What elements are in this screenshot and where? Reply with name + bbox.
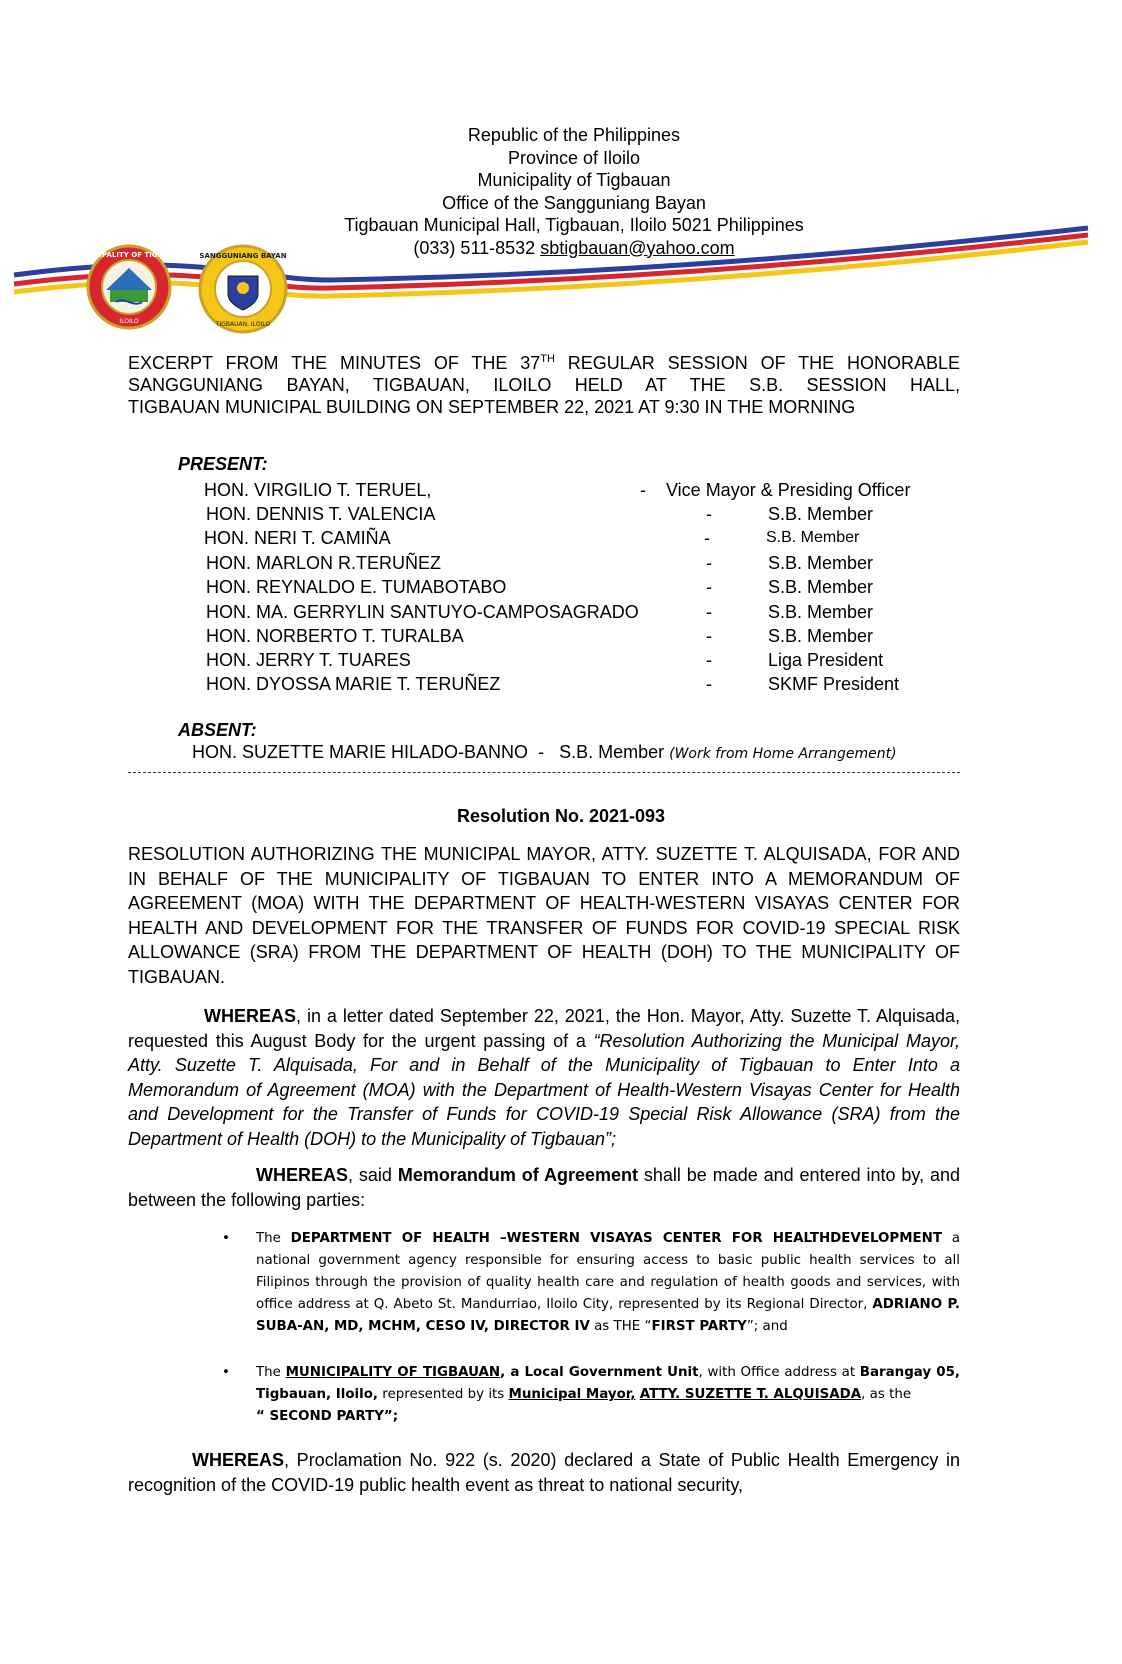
second-party-mayor-name: ATTY. SUZETTE T. ALQUISADA — [639, 1387, 862, 1402]
whereas-2-text-b: shall be made and entered into by, and between the following parties: — [128, 1165, 961, 1210]
municipality-seal-icon — [73, 244, 185, 330]
excerpt-line-2: SANGGUNIANG BAYAN, TIGBAUAN, ILOILO HELD AT THE S.B. SESSION HALL, — [128, 375, 960, 395]
present-member-dash: - — [706, 577, 712, 597]
first-party-text-1: The — [256, 1231, 291, 1246]
first-party-agency: DEPARTMENT OF HEALTH –WESTERN VISAYAS CENTER FOR HEALTHDEVELOPMENT — [290, 1231, 943, 1246]
letterhead-phone: (033) 511-8532 — [413, 237, 536, 258]
second-party-lgu: , a Local Government Unit — [500, 1365, 699, 1380]
present-member-row — [204, 478, 964, 502]
whereas-1-quoted-title: “Resolution Authorizing the Municipal Mayor, Atty. Suzette T. Alquisada, For and in Behalf of the Municipality of Tigbauan to Enter Into a Memorandum of Agreement (MOA) with the Department of Health-Western Visayas Center for Health and Development for the Transfer of Funds for COVID-19 Special Risk Allowance (SRA) from the Department of Health (DOH) to the Municipality of Tigbauan”; — [128, 1030, 960, 1149]
whereas-paragraph-1 — [128, 1004, 960, 1151]
excerpt-line-3: TIGBAUAN MUNICIPAL BUILDING ON SEPTEMBER 22, 2021 AT 9:30 IN THE MORNING — [128, 397, 856, 417]
minutes-excerpt-heading — [128, 348, 960, 418]
letterhead-office: Office of the Sangguniang Bayan — [442, 192, 706, 213]
first-party-text-3: as THE “ — [589, 1319, 652, 1334]
present-member-dash: - — [706, 504, 712, 524]
present-member-dash: - — [706, 626, 712, 646]
letterhead-country: Republic of the Philippines — [467, 125, 681, 145]
resolution-number: Resolution No. 2021-093 — [456, 806, 666, 826]
second-party-mayor-title: Municipal Mayor, — [508, 1387, 636, 1402]
second-party-address: Barangay 05, Tigbauan, Iloilo, — [256, 1365, 960, 1402]
whereas-2-lead: WHEREAS — [256, 1165, 349, 1185]
present-member-dash: - — [706, 602, 712, 622]
present-member-position: S.B. Member — [768, 602, 874, 622]
present-member-position: S.B. Member — [766, 529, 860, 546]
present-member-dash: - — [706, 650, 712, 670]
whereas-2-text-a: , said — [348, 1165, 398, 1185]
present-label: PRESENT: — [178, 454, 268, 474]
letterhead-province: Province of Iloilo — [507, 147, 641, 168]
present-member-name: HON. MARLON R.TERUÑEZ — [206, 553, 442, 573]
whereas-3-text: , Proclamation No. 922 (s. 2020) declared a State of Public Health Emergency in recognition of the COVID-19 public health event as threat to national security, — [128, 1450, 960, 1495]
second-party-text-3: represented by its — [382, 1387, 509, 1402]
present-member-dash: - — [706, 553, 712, 573]
first-party-bullet: • — [222, 1231, 230, 1246]
absent-member-name: HON. SUZETTE MARIE HILADO-BANNO — [192, 742, 529, 762]
present-member-row — [206, 551, 966, 575]
present-member-position: S.B. Member — [768, 626, 874, 646]
whereas-3-lead: WHEREAS — [192, 1450, 285, 1470]
resolution-title: RESOLUTION AUTHORIZING THE MUNICIPAL MAYOR, ATTY. SUZETTE T. ALQUISADA, FOR AND IN BEHALF OF THE MUNICIPALITY OF TIGBAUAN TO ENTER INTO A MEMORANDUM OF AGREEMENT (MOA) WITH THE DEPARTMENT OF HEALTH-WESTERN VISAYAS CENTER FOR HEALTH AND DEVELOPMENT FOR THE TRANSFER OF FUNDS FOR COVID-19 SPECIAL RISK ALLOWANCE (SRA) FROM THE DEPARTMENT OF HEALTH (DOH) TO THE MUNICIPALITY OF TIGBAUAN. — [128, 844, 960, 987]
second-party-designation: “ SECOND PARTY”; — [256, 1409, 399, 1424]
sangguniang-bayan-seal-icon — [198, 244, 288, 334]
present-member-dash: - — [640, 480, 646, 500]
letterhead-municipality: Municipality of Tigbauan — [477, 170, 671, 190]
present-member-name: HON. JERRY T. TUARES — [206, 650, 411, 670]
section-divider — [128, 772, 960, 773]
whereas-2-moa: Memorandum of Agreement — [397, 1165, 638, 1185]
present-member-name: HON. MA. GERRYLIN SANTUYO-CAMPOSAGRADO — [206, 602, 639, 622]
second-party-text-1: The — [256, 1365, 286, 1380]
excerpt-ordinal-suffix: TH — [540, 353, 555, 365]
second-party-bullet: • — [222, 1365, 230, 1380]
second-party-municipality: MUNICIPALITY OF TIGBAUAN — [285, 1365, 501, 1380]
present-member-position: SKMF President — [768, 674, 900, 694]
absent-label: ABSENT: — [178, 720, 257, 740]
present-member-row — [206, 648, 966, 672]
present-member-row — [204, 526, 964, 550]
first-party-item — [222, 1228, 960, 1338]
letterhead-email[interactable]: sbtigbauan@yahoo.com — [540, 237, 735, 258]
present-member-position: S.B. Member — [768, 577, 874, 597]
absent-member-position: S.B. Member — [559, 742, 665, 762]
present-member-dash: - — [704, 528, 710, 548]
sangguniang-seal-ring-text: SANGGUNIANG BAYAN — [199, 252, 287, 260]
absent-member-row — [192, 742, 897, 763]
whereas-paragraph-3 — [128, 1448, 960, 1497]
excerpt-line-1a: EXCERPT FROM THE MINUTES OF THE 37 — [128, 353, 541, 373]
present-member-row — [206, 600, 966, 624]
present-member-name: HON. DYOSSA MARIE T. TERUÑEZ — [206, 674, 501, 694]
present-member-position: Vice Mayor & Presiding Officer — [666, 480, 911, 500]
present-member-row — [206, 672, 966, 696]
present-member-name: HON. VIRGILIO T. TERUEL, — [204, 480, 432, 500]
whereas-1-lead: WHEREAS — [204, 1006, 297, 1026]
present-member-position: Liga President — [768, 650, 884, 670]
present-member-dash: - — [706, 674, 712, 694]
present-member-name: HON. DENNIS T. VALENCIA — [206, 504, 436, 524]
present-member-row — [206, 575, 966, 599]
first-party-designation: FIRST PARTY — [651, 1319, 747, 1334]
excerpt-line-1 — [128, 348, 960, 374]
excerpt-line-1b: REGULAR SESSION OF THE HONORABLE — [554, 353, 960, 373]
municipality-seal-bottom-text: ILOILO — [119, 318, 139, 325]
present-member-row — [206, 624, 966, 648]
whereas-paragraph-2 — [128, 1163, 960, 1212]
present-member-name: HON. NERI T. CAMIÑA — [204, 528, 391, 548]
present-member-position: S.B. Member — [768, 553, 874, 573]
first-party-text-2: a national government agency responsible for ensuring access to basic public health services to all Filipinos through the provision of quality health care and regulation of health goods and services, with office address at Q. Abeto St. Mandurriao, Iloilo City, represented by its Regional Director, — [256, 1231, 960, 1312]
letterhead-address: Tigbauan Municipal Hall, Tigbauan, Iloilo 5021 Philippines — [344, 215, 804, 235]
whereas-1-text: , in a letter dated September 22, 2021, the Hon. Mayor, Atty. Suzette T. Alquisada, requested this August Body for the urgent passing of a — [128, 1006, 960, 1051]
absent-member-dash: - — [538, 742, 545, 762]
second-party-text-2: , with Office address at — [698, 1365, 860, 1380]
first-party-text-4: ”; and — [746, 1319, 788, 1334]
second-party-text-5: , as the — [861, 1387, 912, 1402]
present-member-position: S.B. Member — [768, 504, 874, 524]
sangguniang-seal-bottom-text: TIGBAUAN, ILOILO — [215, 321, 271, 328]
present-member-name: HON. REYNALDO E. TUMABOTABO — [206, 577, 507, 597]
absent-member-note: (Work from Home Arrangement) — [669, 746, 897, 762]
present-member-name: HON. NORBERTO T. TURALBA — [206, 626, 464, 646]
present-member-row — [206, 502, 966, 526]
second-party-item — [222, 1362, 960, 1428]
first-party-director: ADRIANO P. SUBA-AN, MD, MCHM, CESO IV, DIRECTOR IV — [256, 1297, 960, 1334]
municipality-seal-ring-text: MUNICIPALITY OF TIGBAUAN — [73, 251, 185, 259]
